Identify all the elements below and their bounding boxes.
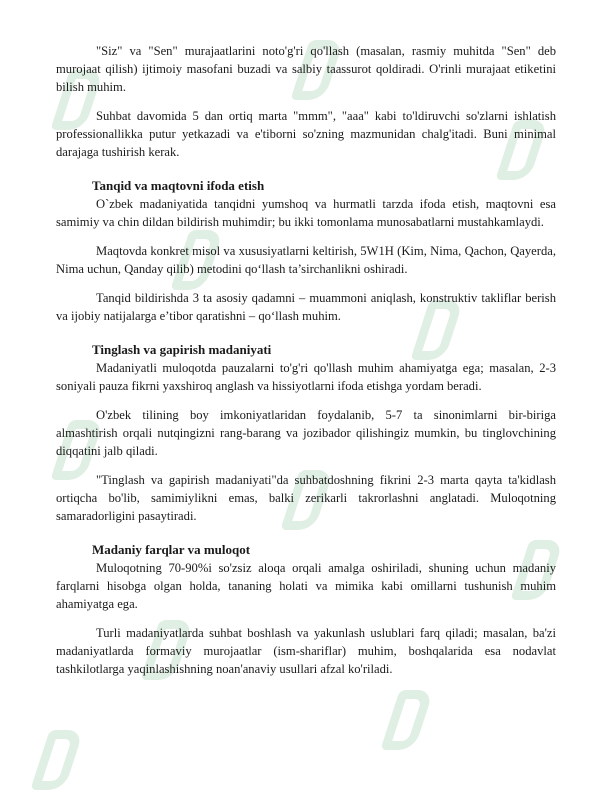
paragraph: Suhbat davomida 5 dan ortiq marta "mmm", "aaa" kabi to'ldiruvchi so'zlarni ishlatish professionallikka putur yetkazadi va e'tiborni so'zning mazmunidan chalg'itadi. Buni minimal darajaga tushirish kerak. xyxy=(56,109,556,159)
paragraph: "Tinglash va gapirish madaniyati"da suhbatdoshning fikrini 2-3 marta qayta ta'kidlash ortiqcha bo'lib, samimiylikni emas, balki zerikarli takrorlashni anglatadi. Muloqotning samaradorligini pasaytiradi. xyxy=(56,473,556,523)
section-intro xyxy=(56,42,556,161)
paragraph: O'zbek tilining boy imkoniyatlaridan foydalanib, 5-7 ta sinonimlarni bir-biriga almashtirish orqali nutqingizni rang-barang va jozibador qilishingiz mumkin, bu tinglovchining diqqatini jalb qiladi. xyxy=(56,408,556,458)
section-listening-speaking xyxy=(56,341,556,525)
section-heading: Tinglash va gapirish madaniyati xyxy=(92,342,272,357)
paragraph: Turli madaniyatlarda suhbat boshlash va yakunlash uslublari farq qiladi; masalan, ba'zi madaniyatlarda formaviy murojaatlar (ism-shariflar) muhim, boshqalarida esa nodavlat tashkilotlarga yaqinlashishning noan'anaviy usullari afzal ko'riladi. xyxy=(56,626,556,676)
section-heading: Madaniy farqlar va muloqot xyxy=(92,542,251,557)
section-cultural-differences xyxy=(56,541,556,678)
paragraph: "Siz" va "Sen" murajaatlarini noto'g'ri qo'llash (masalan, rasmiy muhitda "Sen" deb murojaat qilish) ijtimoiy masofani buzadi va salbiy taassurot qoldiradi. O'rinli murajaat etiketini bilish muhim. xyxy=(56,44,556,94)
logo-watermark-icon xyxy=(380,690,433,750)
paragraph: Madaniyatli muloqotda pauzalarni to'g'ri qo'llash muhim ahamiyatga ega; masalan, 2-3 soniyali pauza fikrni yaxshiroq anglash va hissiyotlarni ifoda etishga yordam beradi. xyxy=(56,361,556,393)
logo-watermark-icon xyxy=(30,730,83,790)
section-heading: Tanqid va maqtovni ifoda etish xyxy=(92,178,265,193)
paragraph: O`zbek madaniyatida tanqidni yumshoq va hurmatli tarzda ifoda etish, maqtovni esa samimiy va chin dildan bildirish muhimdir; bu ikki tomonlama munosabatlarni mustahkamlaydi. xyxy=(56,197,556,229)
paragraph: Tanqid bildirishda 3 ta asosiy qadamni – muammoni aniqlash, konstruktiv takliflar berish va ijobiy natijalarga e’tibor qaratishni – qo‘llash muhim. xyxy=(56,291,556,323)
paragraph: Maqtovda konkret misol va xususiyatlarni keltirish, 5W1H (Kim, Nima, Qachon, Qayerda, Nima uchun, Qanday qilib) metodini qo‘llash ta’sirchanlikni oshiradi. xyxy=(56,244,556,276)
document-page xyxy=(56,42,556,689)
section-critique-praise xyxy=(56,177,556,325)
paragraph: Muloqotning 70-90%i so'zsiz aloqa orqali amalga oshiriladi, shuning uchun madaniy farqlarni hisobga olgan holda, tananing holati va mimika kabi omillarni tushunish muhim ahamiyatga ega. xyxy=(56,561,556,611)
